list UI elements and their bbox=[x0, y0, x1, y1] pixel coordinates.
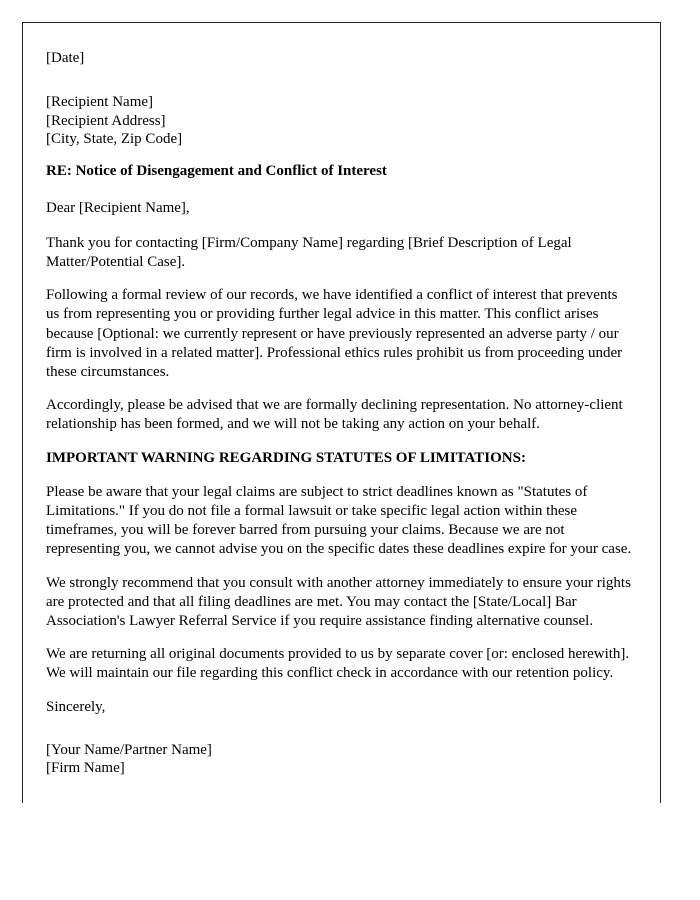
warning-paragraph-1: Please be aware that your legal claims are subject to strict deadlines known as "Statutes of Limitations." If you do not file a formal lawsuit or take specific legal action within these timeframes, you will be forever barred from pursuing your claims. Because we are not representing you, we cannot advise you on the specific dates these deadlines expire for your case. bbox=[46, 483, 632, 558]
recipient-name-line: [Recipient Name] bbox=[46, 94, 154, 111]
warning-paragraph-2: We strongly recommend that you consult with another attorney immediately to ensure your rights are protected and that all filing deadlines are met. You may contact the [State/Local] Bar Association's Lawyer Referral Service if you require assistance finding alternative counsel. bbox=[46, 574, 631, 630]
body-paragraph-1: Thank you for contacting [Firm/Company Name] regarding [Brief Description of Legal Matter/Potential Case]. bbox=[46, 234, 572, 271]
subject-line: RE: Notice of Disengagement and Conflict of Interest bbox=[46, 163, 387, 180]
signature-block bbox=[46, 741, 634, 778]
firm-name-line: [Firm Name] bbox=[46, 760, 125, 777]
closing-salutation: Sincerely, bbox=[46, 698, 106, 715]
signer-name-line: [Your Name/Partner Name] bbox=[46, 741, 212, 758]
recipient-city-state-zip-line: [City, State, Zip Code] bbox=[46, 131, 183, 148]
warning-heading: IMPORTANT WARNING REGARDING STATUTES OF LIMITATIONS: bbox=[46, 449, 526, 466]
letter-body bbox=[23, 23, 660, 778]
date-field: [Date] bbox=[46, 50, 85, 66]
recipient-address-block bbox=[46, 93, 634, 148]
body-paragraph-2: Following a formal review of our records, we have identified a conflict of interest that prevents us from representing you or providing further legal advice in this matter. This conflict arises because [Optional: we currently represent or have previously represented an adverse party / our firm is involved in a related matter]. Professional ethics rules prohibit us from proceeding under these circumstances. bbox=[46, 287, 623, 381]
letter-page bbox=[22, 22, 661, 803]
recipient-address-line: [Recipient Address] bbox=[46, 112, 166, 129]
body-paragraph-3: Accordingly, please be advised that we are formally declining representation. No attorney-client relationship has been formed, and we will not be taking any action on your behalf. bbox=[46, 397, 623, 433]
salutation: Dear [Recipient Name], bbox=[46, 199, 190, 216]
warning-paragraph-3: We are returning all original documents provided to us by separate cover [or: enclosed herewith]. We will maintain our file regarding this conflict check in accordance with our retention policy. bbox=[46, 646, 630, 682]
